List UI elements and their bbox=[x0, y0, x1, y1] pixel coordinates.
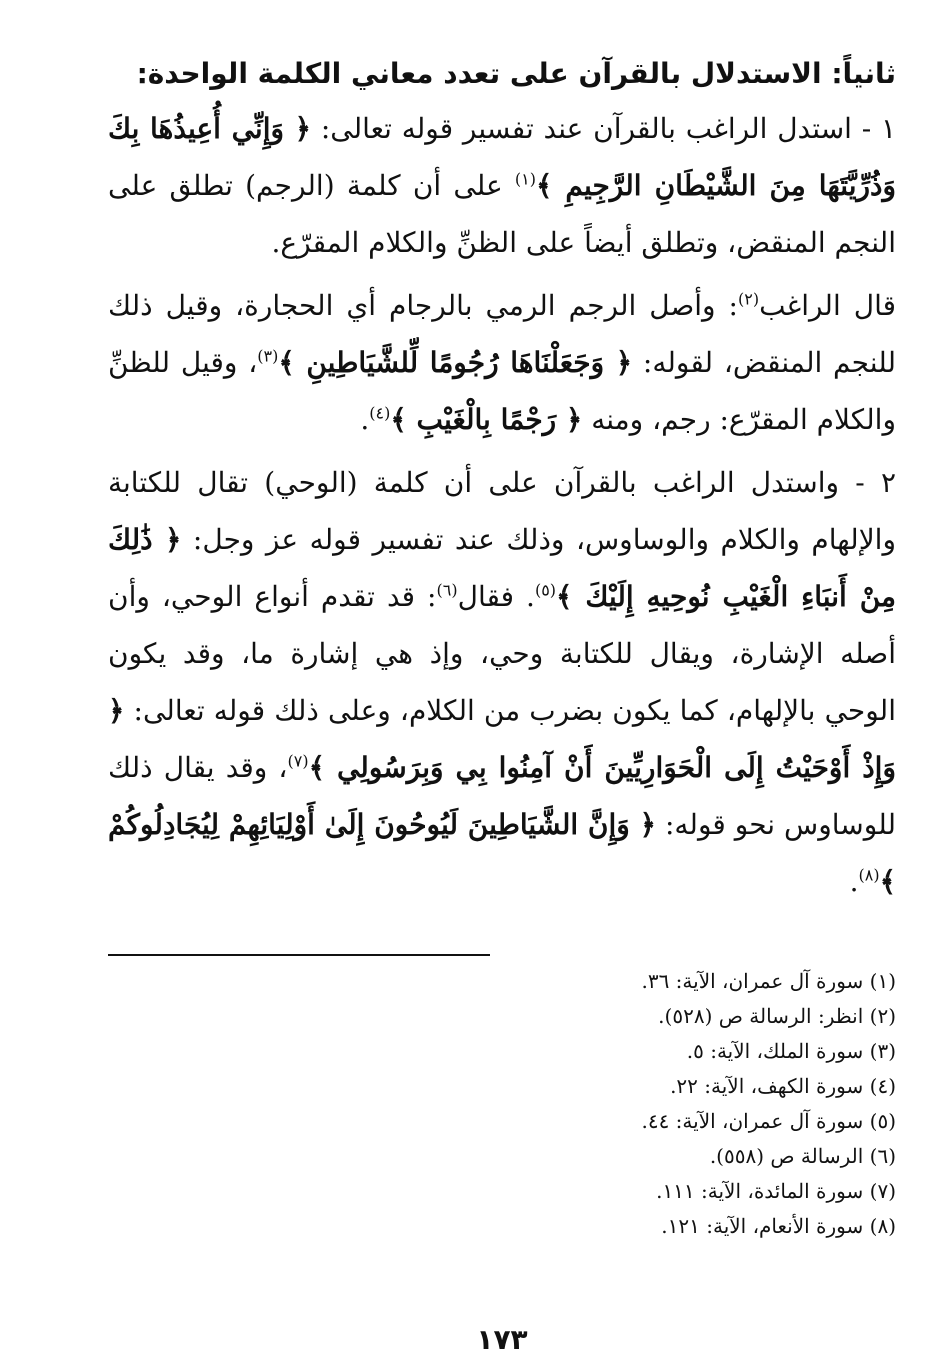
book-page bbox=[108, 48, 897, 1356]
footnote-ref-4[interactable]: (٤) bbox=[369, 403, 391, 423]
quran-verse: ﴿ ذَٰلِكَ مِنْ أَنبَاءِ الْغَيْبِ نُوحِيهِ إِلَيْكَ ﴾ bbox=[108, 523, 897, 613]
footnote-item: (٧) سورة المائدة، الآية: ١١١. bbox=[656, 1179, 896, 1203]
quran-verse: ﴿ وَإِنِّي أُعِيذُهَا بِكَ وَذُرِّيَّتَهَا مِنَ الشَّيْطَانِ الرَّجِيمِ ﴾ bbox=[108, 112, 896, 202]
quran-verse: ﴿ وَجَعَلْنَاهَا رُجُومًا لِّلشَّيَاطِينِ ﴾ bbox=[278, 346, 633, 379]
paragraph-text: : قد تقدم أنواع الوحي، وأن أصله الإشارة، ويقال للكتابة وحي، وإذ هي إشارة ما، وقد يكون الوحي بالإلهام، كما يكون بضرب من الكلام، وعلى ذلك قوله تعالى: bbox=[108, 580, 896, 727]
paragraph-text: . bbox=[360, 403, 370, 436]
footnote-item: (٤) سورة الكهف، الآية: ٢٢. bbox=[670, 1074, 896, 1098]
footnote-item: (٣) سورة الملك، الآية: ٥. bbox=[686, 1039, 896, 1063]
footnote-item: (٦) الرسالة ص (٥٥٨). bbox=[709, 1144, 896, 1168]
paragraph-text: ، وقد يقال ذلك للوساوس نحو قوله: bbox=[108, 751, 897, 841]
footnote-item: (٨) سورة الأنعام، الآية: ١٢١. bbox=[661, 1214, 896, 1238]
paragraph-text: ، وقيل للظنِّ والكلام المقرّع: رجم، ومنه bbox=[108, 346, 896, 436]
paragraph-text: على أن كلمة (الرجم) تطلق على النجم المنقض، وتطلق أيضاً على الظنِّ والكلام المقرّع. bbox=[108, 169, 896, 259]
paragraph-raghib-wahy bbox=[108, 454, 896, 910]
paragraph-text: ١ - استدل الراغب بالقرآن عند تفسير قوله تعالى: bbox=[311, 112, 896, 145]
paragraph-raghib-quote bbox=[108, 277, 896, 448]
paragraph-text: : وأصل الرجم الرمي بالرجام أي الحجارة، وقيل ذلك للنجم المنقض، لقوله: bbox=[108, 289, 897, 379]
paragraph-raghib-rajm bbox=[108, 100, 896, 271]
quran-verse: ﴿ وَإِذْ أَوْحَيْتُ إِلَى الْحَوَارِيِّينَ أَنْ آمِنُوا بِي وَبِرَسُولِي ﴾ bbox=[108, 694, 896, 784]
footnote-item: (٥) سورة آل عمران، الآية: ٤٤. bbox=[641, 1109, 896, 1133]
section-heading: ثانياً: الاستدلال بالقرآن على تعدد معاني الكلمة الواحدة: bbox=[136, 57, 896, 90]
paragraph-text: . bbox=[849, 865, 859, 898]
footnote-ref-1[interactable]: (١) bbox=[514, 169, 536, 189]
footnote-ref-5[interactable]: (٥) bbox=[534, 580, 557, 600]
footnote-item: (٢) انظر: الرسالة ص (٥٢٨). bbox=[658, 1004, 896, 1028]
footnotes-list bbox=[108, 964, 896, 1244]
quran-verse: ﴿ وَإِنَّ الشَّيَاطِينَ لَيُوحُونَ إِلَىٰ أَوْلِيَائِهِمْ لِيُجَادِلُوكُمْ ﴾ bbox=[108, 808, 896, 898]
footnote-ref-6[interactable]: (٦) bbox=[436, 580, 458, 600]
footnote-ref-8[interactable]: (٨) bbox=[858, 865, 880, 885]
footnote-divider bbox=[108, 954, 490, 956]
footnote-ref-2[interactable]: (٢) bbox=[737, 289, 760, 309]
quran-verse: ﴿ رَجْمًا بِالْغَيْبِ ﴾ bbox=[390, 403, 583, 436]
footnote-item: (١) سورة آل عمران، الآية: ٣٦. bbox=[641, 969, 896, 993]
paragraph-text: ٢ - واستدل الراغب بالقرآن على أن كلمة (الوحي) تقال للكتابة والإلهام والكلام والوساوس، وذلك عند تفسير قوله عز وجل: bbox=[108, 466, 896, 556]
footnote-ref-7[interactable]: (٧) bbox=[287, 751, 309, 771]
page-number: ١٧٣ bbox=[476, 1323, 528, 1356]
footnote-ref-3[interactable]: (٣) bbox=[257, 346, 279, 366]
paragraph-text: قال الراغب bbox=[759, 289, 896, 322]
paragraph-text: . فقال bbox=[457, 580, 535, 613]
